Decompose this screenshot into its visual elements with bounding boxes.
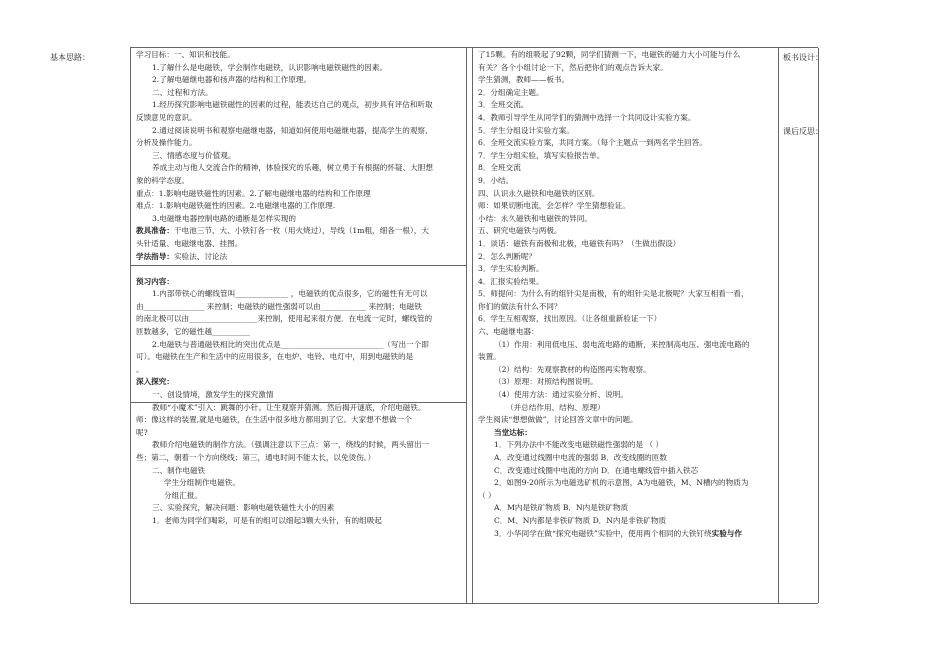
col-divider-1 [466,47,467,603]
text-line: 深入探究： [136,377,174,387]
text-line: 分析及操作能力。 [136,138,197,148]
text-line: 4．教师引导学生从同学们的猜测中选择一个共同设计实验方案。 [478,112,696,122]
text-line: 4．汇报实验结果。 [478,276,544,286]
col1-rule-a [130,265,466,266]
text-line: 1.了解什么是电磁铁，学会制作电磁铁，认识影响电磁铁磁性的因素。 [152,62,388,72]
bold-label: 学法指导： [136,251,174,261]
text-line: 2．分组确定主题。 [478,87,544,97]
basic-idea-label: 基本思路： [50,53,90,62]
text-line: 3．全班交流。 [478,100,529,110]
table-top-border [130,47,818,48]
text-line: 5．学生分组设计实验方案。 [478,125,574,135]
text-line: 2.通过阅读说明书和观察电磁继电器，知道如何使用电磁继电器，提高学生的观察、 [152,125,433,135]
bold-label: 实验与作 [711,528,742,538]
text-line: 重点：1.影响电磁铁磁性的因素。2.了解电磁继电器的结构和工作原理 [136,188,371,198]
text-line: 教师介绍电磁铁的制作方法。（强调注意以下三点：第一，绕线的时候，两头留出一 [152,440,430,450]
text-line: 当堂达标： [494,427,532,437]
text-line: 五、研究电磁铁与两极。 [478,226,562,236]
text-line: 些；第二，朝着一个方向绕线；第三，通电时间不能太长，以免烫伤。） [136,453,376,462]
text-line: （并总结作用、结构、原理） [506,402,605,412]
text-line: C．M、N内都是非铁矿物质 D．N内是非铁矿物质 [494,515,667,525]
text-line: 学生阅读“想想做做”，讨论回答文章中的问题。 [478,415,638,425]
text-line: 1．下列办法中不能改变电磁铁磁性强弱的是 （ ） [494,440,664,450]
text-line: 反馈意见的意识。 [136,112,197,122]
col-divider-3 [778,47,779,603]
text-line: 2.电磁铁与普通磁铁相比的突出优点是___________________________（写出一个即 [152,339,429,349]
text-line: 1．谈话：磁铁有南极和北极，电磁铁有吗？（生做出假设） [478,238,681,248]
text-line: 有关？各个小组讨论一下，然后把你们的观点告诉大家。 [478,62,668,72]
text-line: 分组汇报。 [164,490,202,500]
text-line: 难点：1.影响电磁铁磁性的因素。2.电磁继电器的工作原理. [136,201,336,211]
text-line: 二、过程和方法。 [152,87,213,97]
text-line: 5．师提问：为什么有的组针尖是南极，有的组针尖是北极呢？大家互相看一看， [478,289,749,299]
table-left-border [130,47,131,603]
text-line: 一、创设情境，激发学生的探究激情 [152,390,274,400]
text-line: 四、认识永久磁铁和电磁铁的区别。 [478,188,600,198]
text-line: 头针适量、电磁继电器、挂图。 [136,238,243,248]
lesson-plan-column-2 [474,49,778,601]
text-line: （4）使用方法：通过实验分析、说明。 [494,390,628,400]
text-line: 呢? [136,427,148,437]
table-bottom-border [130,603,818,604]
text-line: （ ） [478,490,496,500]
text-line: 师：如果切断电流，会怎样？学生猜想验证。 [478,201,630,211]
text-line: 学生分组制作电磁铁。 [164,478,240,488]
text-line: （1）作用：利用低电压、弱电流电路的通断，来控制高电压、强电流电路的 [494,339,750,349]
text-line: C．改变通过线圈中电流的方向 D．在通电螺线管中插入铁芯 [494,465,699,475]
text-line: 六、电磁继电器： [478,327,539,337]
col1-rule-b [130,402,466,403]
text-line: 由________________ 来控制；电磁铁的磁性强弱可以由____________ 来控制；电磁铁 [136,301,422,311]
table-right-border [818,47,819,603]
text-line: 6．全班交流实验方案，共同方案。（每个主题点一到两名学生回答。 [478,138,707,148]
text-line: 。 [136,364,144,374]
text-line: 装置。 [478,352,501,362]
text-line: 2.了解电磁继电器和扬声器的结构和工作原理。 [152,75,312,85]
text-line: 学生猜测，教师——板书。 [478,75,570,85]
text-line: 可）。电磁铁在生产和生活中的应用很多，在电炉、电铃、电灯中，用到电磁铁的是 [136,352,414,362]
text-line: 3.电磁继电器控制电路的通断是怎样实现的 [152,213,296,223]
text-line: 9．小结。 [478,175,514,185]
text-line: 你们的做法有什么不同？ [478,301,562,311]
text-line: 二、制作电磁铁 [152,465,206,475]
text-line: （2）结构：先观察教材的构造图再实物观察。 [494,364,651,374]
text-line: 匝数越多，它的磁性越__________ [136,327,250,337]
text-line: A．改变通过线圈中电流的强弱 B．改变线圈的匝数 [494,453,667,462]
text-line: 2．如图9-20所示为电磁选矿机的示意图，A为电磁铁，M、N槽内的物质为 [494,478,749,488]
text-line: 养成主动与他人交流合作的精神，体验探究的乐趣，树立勇于有根据的怀疑、大胆想 [152,163,433,173]
text-line: 三、情感态度与价值观。 [152,150,236,160]
bold-label: 教具准备： [136,226,174,236]
text-line: 预习内容： [136,276,174,286]
text-line: 1.内部带铁心的螺线管叫______________ ，电磁铁的优点很多，它的磁性有无可以 [152,289,428,299]
text-line: 1.经历探究影响电磁铁磁性的因素的过程，能表达自己的观点，初步具有评估和听取 [152,100,433,110]
col-divider-2 [472,47,473,603]
text-line: 了15颗。有的组吸起了92颗，同学们猜测一下，电磁铁的磁力大小可能与什么 [478,50,741,59]
board-design-label: 板书设计： [783,53,823,62]
text-line: 7．学生分组实验，填写实验报告单。 [478,150,605,160]
spacer [818,47,918,48]
text-line: 小结：永久磁铁和电磁铁的异同。 [478,213,592,223]
text-line: 3．学生实验判断。 [478,264,544,274]
text-line: 师：像这样的装置,就是电磁铁，在生活中很多地方都用到了它。大家想不想做一个 [136,415,412,425]
lesson-plan-column-1 [132,49,466,601]
reflection-label: 课后反思： [783,127,823,136]
text-line: 教具准备：干电池三节、大、小铁钉各一枚（用火烧过），导线（1m粗，细各一根），大 [136,226,429,236]
text-line: 6．学生互相观察，找出原因。（让各组重新验证一下） [478,314,662,324]
text-line: 教师“小魔术”引入：跳舞的小针。让生观察并猜测。然后揭开谜底，介绍电磁铁。 [152,402,426,412]
text-line: 象的科学态度。 [136,175,190,185]
text-line: 三、实验探究，解决问题：影响电磁铁磁性大小的因素 [152,503,335,513]
text-line: （3）原理：对照结构图说明。 [494,377,598,387]
text-line: 学法指导：实验法、讨论法 [136,251,228,261]
text-line: 1．老师为同学们喝彩，可是有的组可以细起3颗大头针，有的组吸起 [152,515,382,525]
text-line: A．M内是铁矿物质 B．N内是铁矿物质 [494,503,629,513]
text-line: 学习目标：一、知识和技能。 [136,50,235,59]
text-line: 8．全班交流 [478,163,521,173]
text-line: 2．怎么判断呢？ [478,251,536,261]
text-line: 3．小华同学在做“探究电磁铁”实验中，使用两个相同的大铁钉绕实验与作 [494,528,742,538]
text-line: 的南北极可以由__________________来控制，使用起来很方便．在电流一定时，螺线管的 [136,314,433,324]
